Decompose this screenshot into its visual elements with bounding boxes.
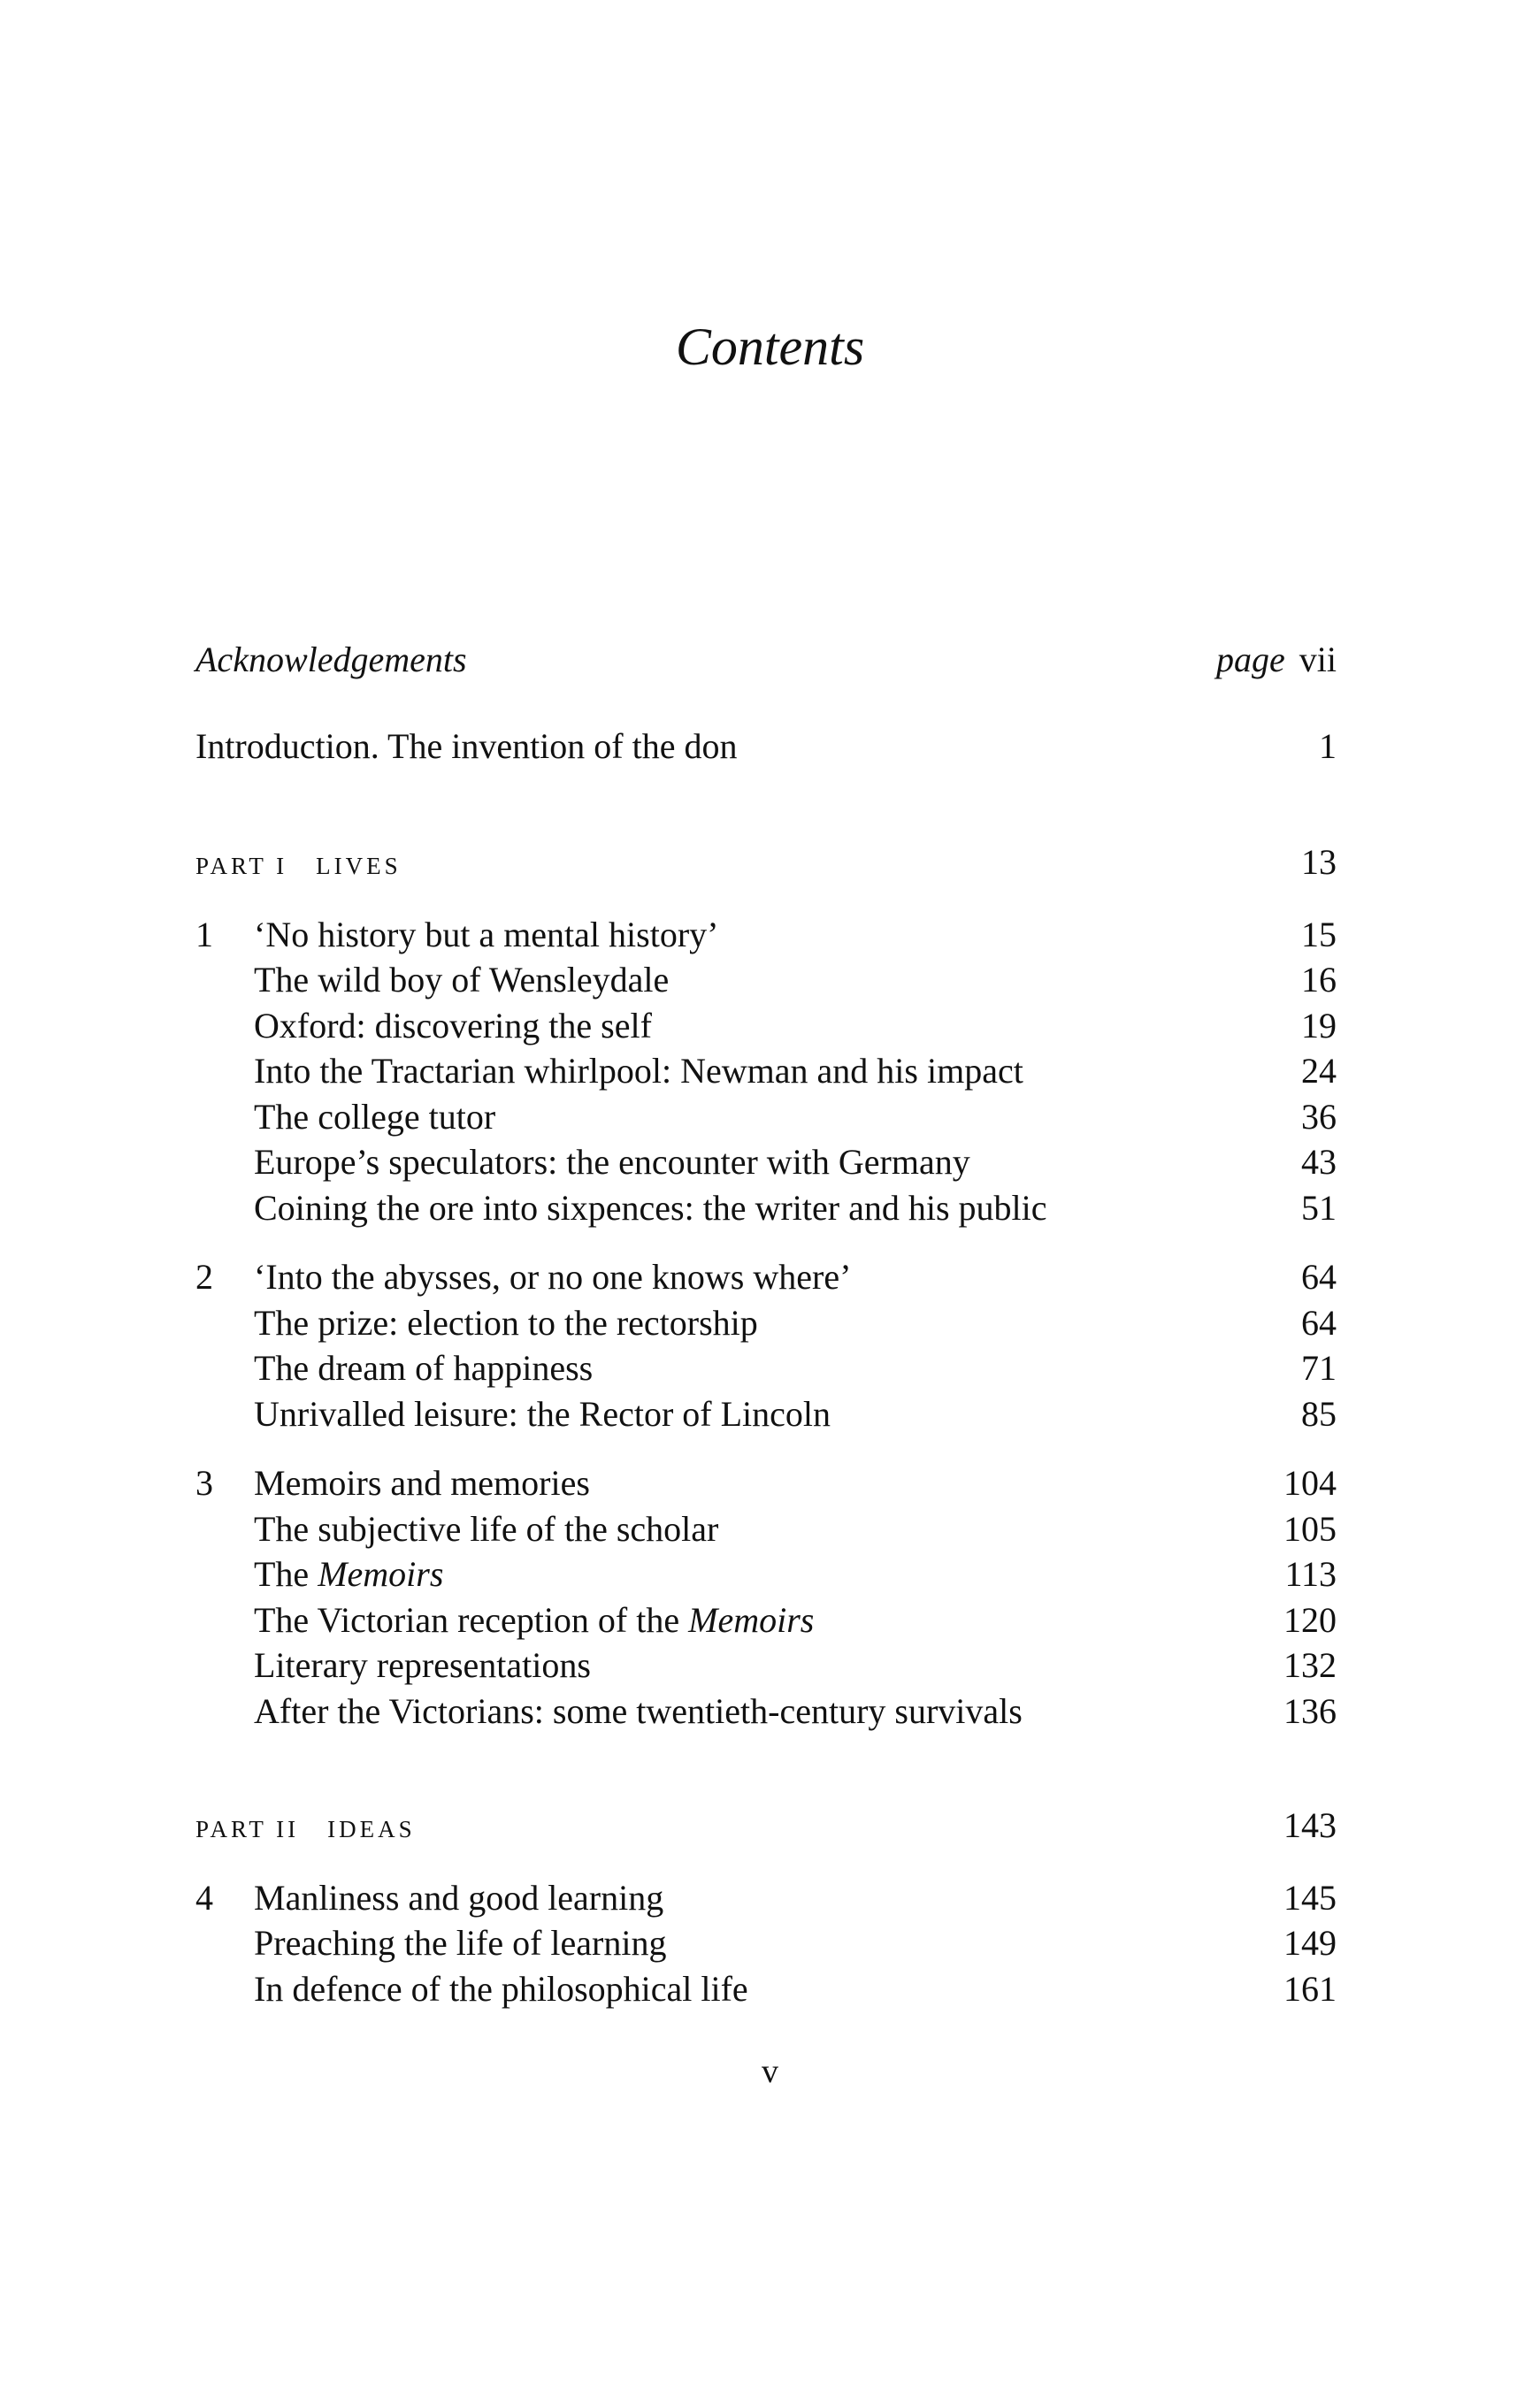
section-page: 36: [1301, 1096, 1337, 1137]
section-page: 161: [1283, 1968, 1337, 2009]
toc-entry-title: Acknowledgements: [195, 640, 467, 679]
part-label: PART II: [195, 1816, 300, 1842]
section-page: 51: [1301, 1187, 1337, 1228]
chapter-number: 3: [195, 1463, 213, 1503]
section-page: 43: [1301, 1142, 1337, 1182]
toc-entry-page: vii: [1299, 640, 1337, 679]
section-title: The college tutor: [254, 1096, 496, 1137]
chapter-title: ‘No history but a mental history’: [254, 914, 719, 954]
section-page: 71: [1301, 1348, 1337, 1388]
section-entry: [195, 1597, 1337, 1643]
section-title-italic: Memoirs: [688, 1599, 815, 1640]
page-label: page: [1216, 640, 1285, 679]
chapter-title: Manliness and good learning: [254, 1877, 664, 1918]
section-title: The prize: election to the rectorship: [254, 1302, 758, 1343]
section-page: 85: [1301, 1393, 1337, 1434]
chapter-page: 64: [1301, 1257, 1337, 1297]
part-name: LIVES: [316, 853, 402, 879]
section-title-italic: Memoirs: [318, 1554, 444, 1594]
chapter-page: 104: [1283, 1463, 1337, 1503]
section-title: Unrivalled leisure: the Rector of Lincoln: [254, 1393, 831, 1434]
section-entry: [195, 1345, 1337, 1391]
section-entry: [195, 1391, 1337, 1437]
section-title: Coining the ore into sixpences: the writer and his public: [254, 1187, 1047, 1228]
section-title: Oxford: discovering the self: [254, 1005, 652, 1045]
chapter-entry-1: [195, 912, 1337, 958]
section-page: 113: [1284, 1554, 1337, 1594]
section-page: 105: [1283, 1508, 1337, 1549]
page-title: Contents: [675, 318, 865, 376]
part-label: PART I: [195, 853, 288, 879]
part-name: IDEAS: [327, 1816, 416, 1842]
section-entry: [195, 1920, 1337, 1966]
part-page: 13: [1301, 842, 1337, 882]
toc-entry-acknowledgements: [195, 637, 1337, 683]
section-entry: [195, 1506, 1337, 1552]
toc-entry-introduction: [195, 724, 1337, 770]
chapter-entry-4: [195, 1875, 1337, 1921]
section-page: 16: [1301, 960, 1337, 1000]
chapter-page: 145: [1283, 1877, 1337, 1918]
section-entry: [195, 1048, 1337, 1094]
chapter-entry-3: [195, 1460, 1337, 1506]
section-title: Preaching the life of learning: [254, 1923, 667, 1963]
section-page: 120: [1283, 1599, 1337, 1640]
section-entry: [195, 1300, 1337, 1346]
page-number: v: [762, 2053, 778, 2090]
section-entry: [195, 1643, 1337, 1689]
section-page: 24: [1301, 1051, 1337, 1091]
section-title: Europe’s speculators: the encounter with Germany: [254, 1142, 970, 1182]
section-title: [254, 1551, 1284, 1597]
section-page: 136: [1283, 1690, 1337, 1731]
section-page: 132: [1283, 1645, 1337, 1685]
chapter-entry-2: [195, 1254, 1337, 1300]
section-entry: [195, 1094, 1337, 1140]
section-entry: [195, 957, 1337, 1003]
chapter-number: 1: [195, 914, 213, 954]
part-heading-1: [195, 839, 1337, 885]
section-title: The subjective life of the scholar: [254, 1508, 719, 1549]
section-title: [254, 1597, 1283, 1643]
chapter-page: 15: [1301, 914, 1337, 954]
section-title: In defence of the philosophical life: [254, 1968, 748, 2009]
chapter-number: 4: [195, 1877, 213, 1918]
chapter-number: 2: [195, 1257, 213, 1297]
section-title: Into the Tractarian whirlpool: Newman and his impact: [254, 1051, 1023, 1091]
section-entry: [195, 1551, 1337, 1597]
part-page: 143: [1283, 1805, 1337, 1845]
section-page: 19: [1301, 1005, 1337, 1045]
table-of-contents: [195, 637, 1337, 2011]
section-title-plain: The: [254, 1554, 318, 1594]
section-title-plain: The Victorian reception of the: [254, 1599, 689, 1640]
chapter-title: Memoirs and memories: [254, 1463, 590, 1503]
section-entry: [195, 1966, 1337, 2012]
section-title: After the Victorians: some twentieth-century survivals: [254, 1690, 1023, 1731]
section-page: 149: [1283, 1923, 1337, 1963]
section-title: Literary representations: [254, 1645, 591, 1685]
toc-entry-page: 1: [1319, 725, 1337, 766]
section-entry: [195, 1185, 1337, 1231]
section-entry: [195, 1003, 1337, 1049]
section-entry: [195, 1689, 1337, 1735]
toc-entry-title: Introduction. The invention of the don: [195, 725, 738, 766]
section-title: The dream of happiness: [254, 1348, 594, 1388]
section-entry: [195, 1139, 1337, 1185]
section-page: 64: [1301, 1302, 1337, 1343]
chapter-title: ‘Into the abysses, or no one knows where’: [254, 1257, 852, 1297]
part-heading-2: [195, 1803, 1337, 1849]
section-title: The wild boy of Wensleydale: [254, 960, 670, 1000]
